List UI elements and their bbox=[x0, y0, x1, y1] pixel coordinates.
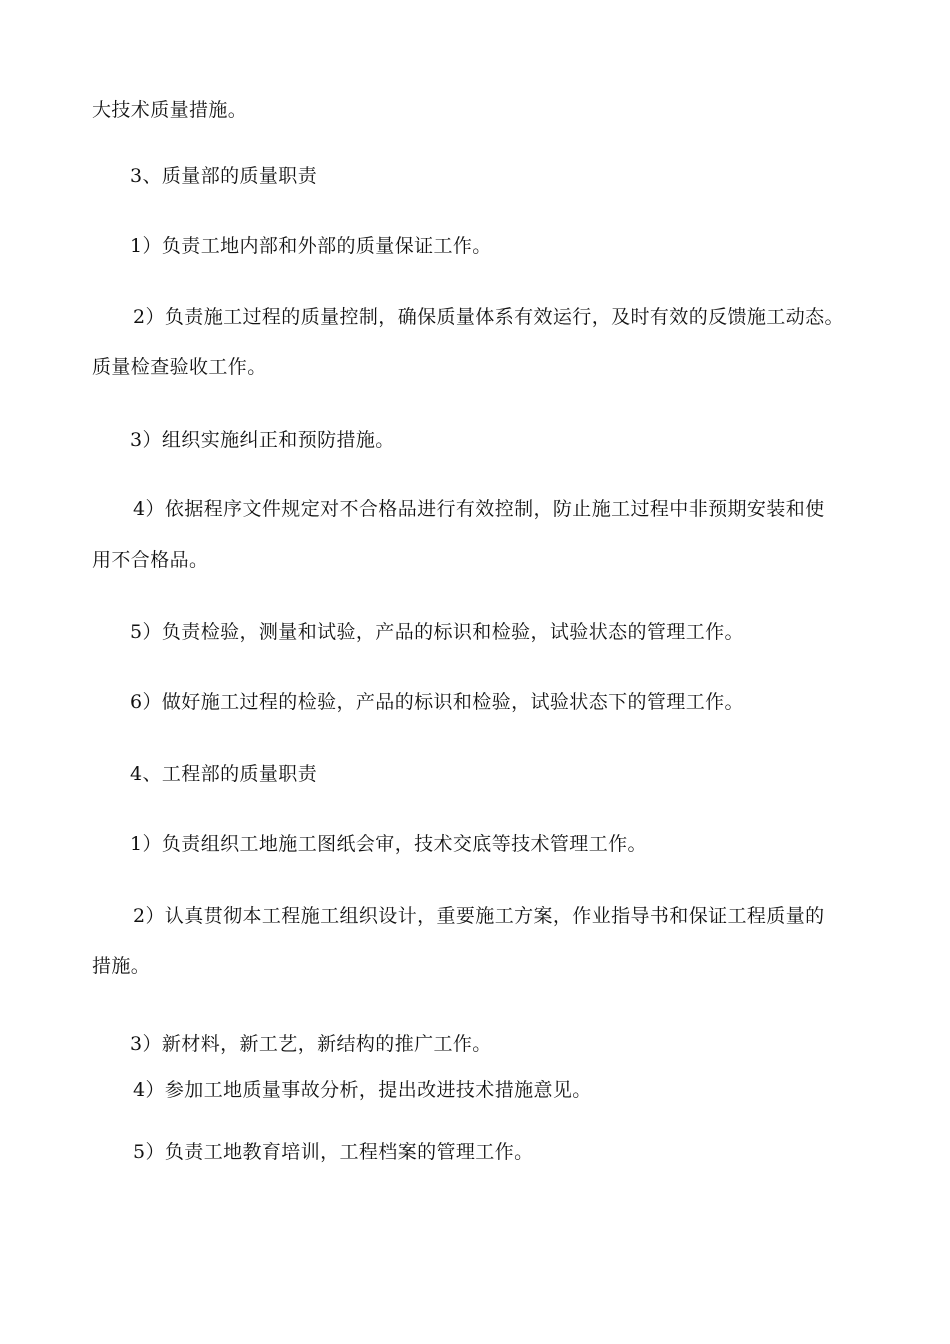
text-line-10: 6）做好施工过程的检验，产品的标识和检验，试验状态下的管理工作。 bbox=[130, 691, 744, 713]
text-line-8: 用不合格品。 bbox=[92, 549, 209, 571]
text-line-12: 1）负责组织工地施工图纸会审，技术交底等技术管理工作。 bbox=[130, 833, 647, 855]
text-line-9: 5）负责检验，测量和试验，产品的标识和检验，试验状态的管理工作。 bbox=[130, 621, 744, 643]
text-line-5: 质量检查验收工作。 bbox=[92, 356, 267, 378]
text-line-3: 1）负责工地内部和外部的质量保证工作。 bbox=[130, 235, 492, 257]
text-line-16: 4）参加工地质量事故分析，提出改进技术措施意见。 bbox=[133, 1079, 592, 1101]
text-line-17: 5）负责工地教育培训，工程档案的管理工作。 bbox=[133, 1141, 534, 1163]
section-heading-engineering-dept: 4、工程部的质量职责 bbox=[130, 763, 318, 785]
text-line-7: 4）依据程序文件规定对不合格品进行有效控制，防止施工过程中非预期安装和使 bbox=[133, 498, 825, 520]
text-line-4: 2）负责施工过程的质量控制，确保质量体系有效运行，及时有效的反馈施工动态。 bbox=[133, 306, 844, 328]
section-heading-quality-dept: 3、质量部的质量职责 bbox=[130, 165, 318, 187]
text-line-14: 措施。 bbox=[92, 955, 151, 977]
text-line-13: 2）认真贯彻本工程施工组织设计，重要施工方案，作业指导书和保证工程质量的 bbox=[133, 905, 825, 927]
text-line-6: 3）组织实施纠正和预防措施。 bbox=[130, 429, 395, 451]
text-line-1: 大技术质量措施。 bbox=[92, 99, 248, 121]
text-line-15: 3）新材料，新工艺，新结构的推广工作。 bbox=[130, 1033, 492, 1055]
